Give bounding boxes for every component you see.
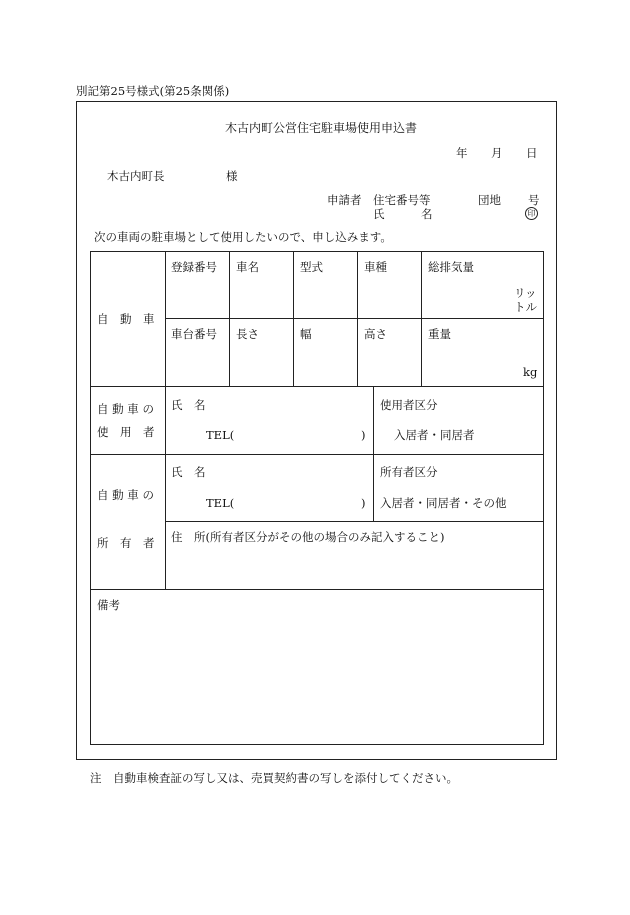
user-name-label: 氏 名 <box>171 398 206 412</box>
date-day-label: 日 <box>526 146 538 160</box>
user-section-divider <box>90 386 543 387</box>
owner-section-divider <box>90 454 543 455</box>
owner-name-label: 氏 名 <box>171 465 206 479</box>
user-section-label-2: 使 用 者 <box>97 425 155 439</box>
applicant-danchi-label: 団地 <box>478 193 501 207</box>
vehicle-type-label: 車種 <box>364 260 387 274</box>
vehicle-width-label: 幅 <box>300 327 312 341</box>
vehicle-maker-label: 車名 <box>236 260 259 274</box>
owner-address-divider <box>165 521 543 522</box>
owner-tel-close: ) <box>361 496 366 510</box>
seal-icon: 印 <box>525 207 538 220</box>
form-title: 木古内町公営住宅駐車場使用申込書 <box>225 121 418 135</box>
owner-category-options: 入居者・同居者・その他 <box>380 496 507 510</box>
user-section-label-1: 自 動 車 の <box>97 402 154 416</box>
applicant-label: 申請者 <box>327 193 362 207</box>
addressee-name: 木古内町長 <box>107 169 165 183</box>
vehicle-height-label: 高さ <box>364 327 387 341</box>
footer-note: 注 自動車検査証の写し又は、売買契約書の写しを添付してください。 <box>90 771 458 785</box>
vehicle-section-label: 自 動 車 <box>97 312 155 326</box>
label-column-divider <box>165 251 166 589</box>
vehicle-weight-label: 重量 <box>428 327 451 341</box>
vehicle-col-divider-3 <box>357 251 358 386</box>
user-category-label: 使用者区分 <box>380 398 438 412</box>
owner-section-label-1: 自 動 車 の <box>97 488 154 502</box>
addressee-honorific: 様 <box>226 169 238 183</box>
user-tel-close: ) <box>361 428 366 442</box>
vehicle-model-label: 型式 <box>300 260 323 274</box>
category-col-divider <box>373 386 374 521</box>
vehicle-reg-number-label: 登録番号 <box>171 260 217 274</box>
intro-text: 次の車両の駐車場として使用したいので、申し込みます。 <box>94 230 392 244</box>
weight-unit: kg <box>523 365 538 379</box>
displacement-unit-1: リッ <box>514 286 537 300</box>
date-year-label: 年 <box>456 146 468 160</box>
vehicle-col-divider-2 <box>293 251 294 386</box>
vehicle-col-divider-1 <box>229 251 230 386</box>
applicant-name-label-1: 氏 <box>373 207 385 221</box>
vehicle-col-divider-4 <box>421 251 422 386</box>
user-tel-label: TEL( <box>206 428 235 442</box>
applicant-number-label: 号 <box>528 193 540 207</box>
applicant-address-label: 住宅番号等 <box>373 193 431 207</box>
displacement-unit-2: トル <box>514 300 537 314</box>
remarks-box <box>90 589 544 745</box>
owner-section-label-2: 所 有 者 <box>97 536 155 550</box>
vehicle-length-label: 長さ <box>236 327 259 341</box>
owner-category-label: 所有者区分 <box>380 465 438 479</box>
remarks-label: 備考 <box>97 598 120 612</box>
owner-tel-label: TEL( <box>206 496 235 510</box>
vehicle-displacement-label: 総排気量 <box>428 260 474 274</box>
form-number-note: 別記第25号様式(第25条関係) <box>76 84 230 98</box>
vehicle-chassis-number-label: 車台番号 <box>171 327 217 341</box>
owner-address-label: 住 所(所有者区分がその他の場合のみ記入すること) <box>171 530 445 544</box>
applicant-name-label-2: 名 <box>421 207 433 221</box>
user-category-options: 入居者・同居者 <box>394 428 475 442</box>
vehicle-row-divider <box>165 318 543 319</box>
date-month-label: 月 <box>491 146 503 160</box>
